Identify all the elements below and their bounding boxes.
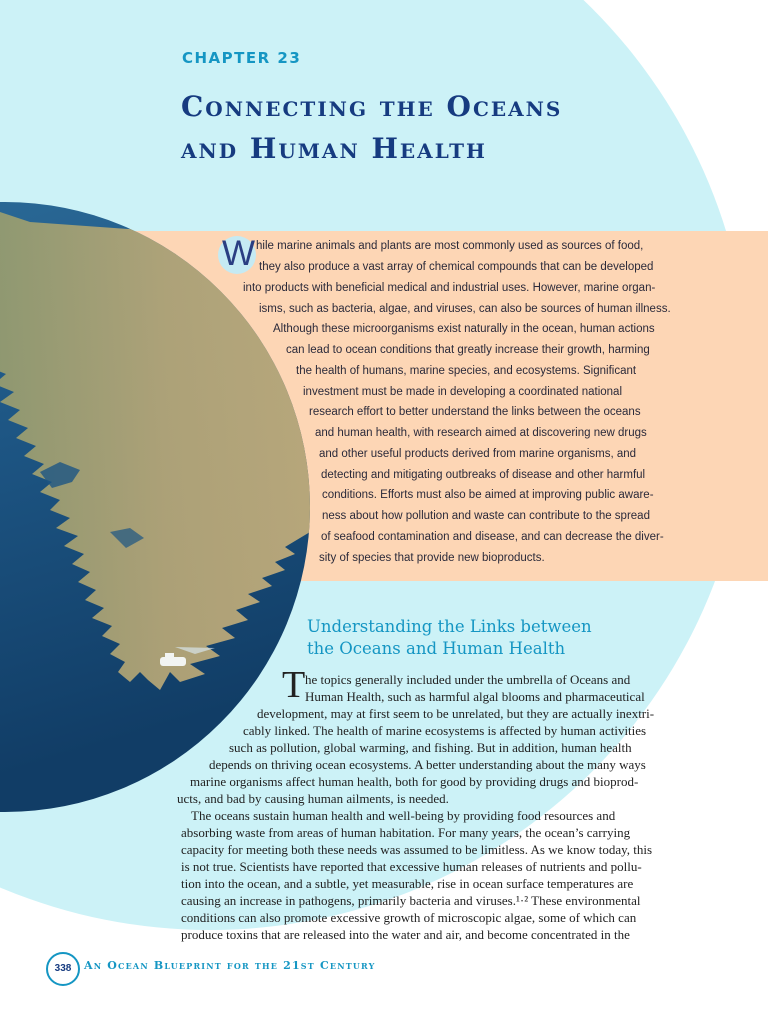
- chapter-title-line: Connecting the Oceans: [181, 90, 563, 123]
- section-heading-line: the Oceans and Human Health: [307, 639, 566, 658]
- intro-text-line: they also produce a vast array of chemical compounds that can be developed: [259, 261, 654, 273]
- chapter-title: [181, 86, 562, 170]
- body-text-line: conditions can also promote excessive growth of microscopic algae, some of which can: [181, 910, 637, 925]
- body-text-line: The oceans sustain human health and well-being by providing food resources and: [191, 808, 616, 823]
- intro-text-line: research effort to better understand the links between the oceans: [309, 406, 641, 418]
- intro-text-line: into products with beneficial medical and industrial uses. However, marine organ-: [243, 282, 656, 294]
- footer-publication-title: An Ocean Blueprint for the 21st Century: [84, 959, 376, 972]
- body-text-line: is not true. Scientists have reported that excessive human releases of nutrients and pollu-: [181, 859, 642, 874]
- body-text-line: produce toxins that are released into the water and air, and become concentrated in the: [181, 927, 630, 942]
- section-heading-line: Understanding the Links between: [307, 617, 592, 636]
- body-text-line: depends on thriving ocean ecosystems. A better understanding about the many ways: [209, 757, 646, 772]
- intro-text-line: investment must be made in developing a coordinated national: [303, 386, 623, 398]
- body-text-line: ucts, and bad by causing human ailments, is needed.: [177, 791, 449, 806]
- intro-text-line: and other useful products derived from marine organisms, and: [319, 448, 637, 460]
- intro-dropcap: W: [222, 234, 256, 273]
- body-text-line: marine organisms affect human health, both for good by providing drugs and bioprod-: [190, 774, 639, 789]
- body-text-line: tion into the ocean, and a subtle, yet measurable, rise in ocean surface temperatures are: [181, 876, 634, 891]
- intro-text-line: can lead to ocean conditions that greatly increase their growth, harming: [286, 344, 650, 356]
- body-text-line: he topics generally included under the umbrella of Oceans and: [305, 672, 631, 687]
- body-text-line: absorbing waste from areas of human habitation. For many years, the ocean’s carrying: [181, 825, 631, 840]
- intro-text-line: detecting and mitigating outbreaks of disease and other harmful: [321, 469, 646, 481]
- body-text-line: development, may at first seem to be unrelated, but they are actually inextri-: [257, 706, 655, 721]
- intro-text-line: sity of species that provide new bioproducts.: [319, 552, 545, 564]
- body-text-line: such as pollution, global warming, and fishing. But in addition, human health: [229, 740, 632, 755]
- body-dropcap: T: [282, 664, 306, 706]
- page-number-badge: 338: [46, 952, 80, 986]
- intro-text-line: of seafood contamination and disease, and can decrease the diver-: [321, 531, 664, 543]
- chapter-title-line: and Human Health: [181, 132, 487, 165]
- section-heading: [307, 616, 592, 660]
- intro-text-line: conditions. Efforts must also be aimed at improving public aware-: [322, 489, 654, 501]
- body-text-line: Human Health, such as harmful algal blooms and pharmaceutical: [305, 689, 645, 704]
- chapter-label: CHAPTER 23: [182, 49, 302, 67]
- intro-text-line: the health of humans, marine species, and ecosystems. Significant: [296, 365, 637, 377]
- body-text-line: cably linked. The health of marine ecosystems is affected by human activities: [243, 723, 647, 738]
- body-text-line: causing an increase in pathogens, primarily bacteria and viruses.¹·² These environmental: [181, 893, 641, 908]
- intro-text-line: Although these microorganisms exist naturally in the ocean, human actions: [273, 323, 655, 335]
- intro-text-line: ness about how pollution and waste can contribute to the spread: [322, 510, 650, 522]
- intro-text-line: hile marine animals and plants are most commonly used as sources of food,: [256, 240, 644, 252]
- intro-text-line: and human health, with research aimed at discovering new drugs: [315, 427, 647, 439]
- body-text-line: capacity for meeting both these needs was assumed to be limitless. As we know today, this: [181, 842, 653, 857]
- intro-text-line: isms, such as bacteria, algae, and viruses, can also be sources of human illness.: [259, 303, 671, 315]
